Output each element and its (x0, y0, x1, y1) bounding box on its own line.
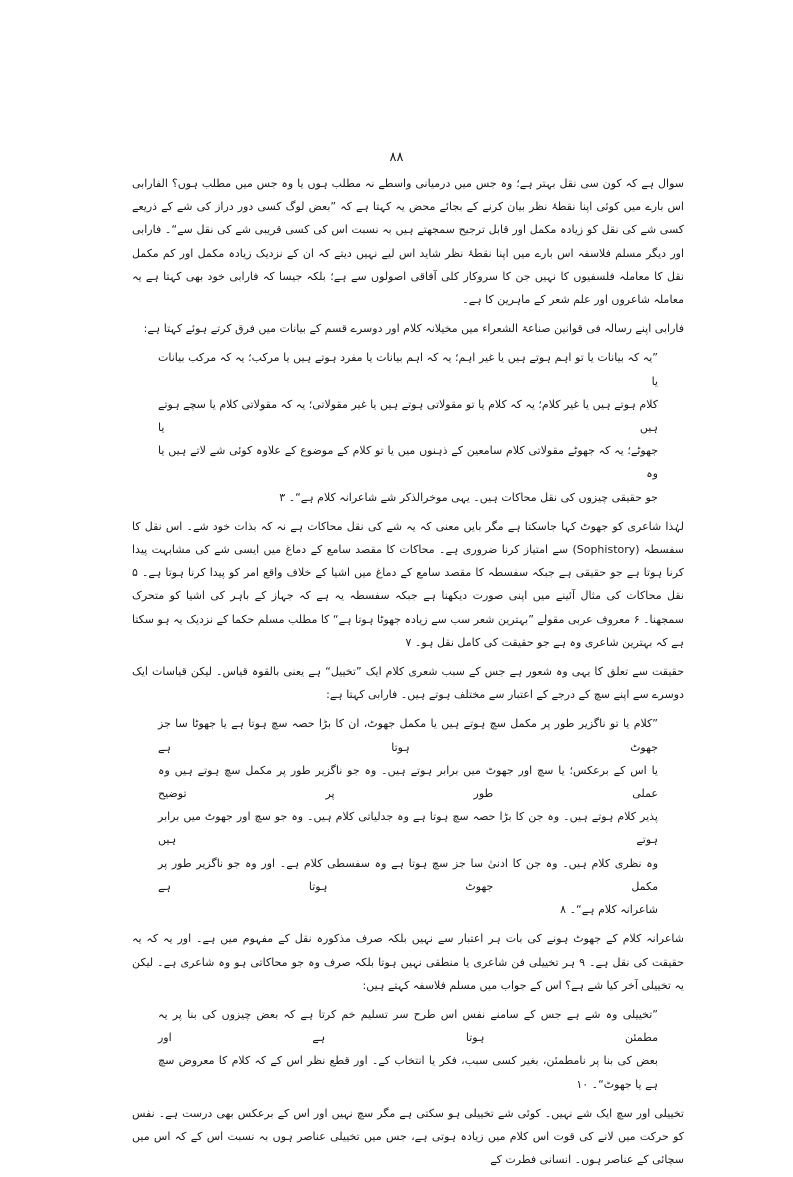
paragraph-1: سوال ہے کہ کون سی نقل بہتر ہے؛ وہ جس میں درمیانی واسطے نہ مطلب ہوں یا وہ جس میں مطلب ہوں؟ الفارابی اس بارے میں کوئی اپنا نقطۂ نظر بیان کرنے کے بجائے محض یہ کہتا ہے کہ ”بعض لوگ کسی دور دراز کی شے کے ذریعے کسی شے کی نقل کو زیادہ مکمل اور قابل ترجیح سمجھتے ہیں بہ نسبت اس کی کسی قریبی شے کی نقل سے“۔ فارابی اور دیگر مسلم فلاسفہ اس بارے میں اپنا نقطۂ نظر شاید اس لیے نہیں دیتے کہ ان کے نزدیک زیادہ مکمل اور کم مکمل نقل کا معاملہ فلسفیوں کا نہیں جن کا سروکار کلی آفاقی اصولوں سے ہے؛ بلکہ جیسا کہ فارابی خود بھی کہتا ہے یہ معاملہ شاعروں اور علم شعر کے ماہرین کا ہے۔ (132, 177, 684, 307)
quote-line: پذیر کلام ہوتے ہیں۔ وہ جن کا بڑا حصہ سچ ہوتا ہے وہ جدلیاتی کلام ہیں۔ وہ جو سچ اور جھوٹ میں برابر ہوتے ہیں (158, 810, 658, 847)
quote-line: ”تخییلی وہ شے ہے جس کے سامنے نفس اس طرح سر تسلیم خم کرتا ہے کہ بعض چیزوں کی بنا پر یہ مطمئن ہوتا ہے اور (158, 1007, 658, 1045)
quote-line: ”کلام یا تو ناگزیر طور پر مکمل سچ ہوتے ہیں یا مکمل جھوٹ، ان کا بڑا حصہ سچ ہوتا ہے یا جھوٹا سا جز جھوٹ ہوتا ہے (158, 717, 658, 754)
paragraph-4: حقیقت سے تعلق کا یہی وہ شعور ہے جس کے سبب شعری کلام ایک ”تخییل“ ہے یعنی بالقوہ قیاس۔ لیکن قیاسات ایک دوسرے سے اپنے سچ کے درجے کے اعتبار سے مختلف ہوتے ہیں۔ فارابی کہتا ہے: (132, 665, 684, 702)
quote-line: یا اس کے برعکس؛ یا سچ اور جھوٹ میں برابر ہوتے ہیں۔ وہ جو ناگزیر طور پر مکمل سچ ہوتے ہیں وہ عملی طور پر توضیح (158, 763, 658, 801)
paragraph-5: شاعرانہ کلام کے جھوٹ ہونے کی بات ہر اعتبار سے نہیں بلکہ صرف مذکورہ نقل کے مفہوم میں ہے۔ اور یہ کہ یہ حقیقت کی نقل ہے۔ ۹ ہر تخییلی فن شاعری یا منطقی نہیں ہوتا بلکہ صرف وہ جو محاکاتی ہو وہ شاعری ہے۔ لیکن یہ تخییلی آخر کیا شے ہے؟ اس کے جواب میں مسلم فلاسفہ کہتے ہیں: (132, 932, 685, 992)
quote-line: جھوٹے؛ یہ کہ جھوٹے مقولاتی کلام سامعین کے ذہنوں میں یا تو کلام کے موضوع کے علاوہ کوئی شے لاتے ہیں یا وہ (158, 444, 658, 481)
quote-line: جو حقیقی چیزوں کی نقل محاکات ہیں۔ یہی موخرالذکر شے شاعرانہ کلام ہے“۔ ۳ (279, 490, 658, 504)
page-number: ۸۸ (389, 150, 404, 165)
quote-line: ”یہ کہ بیانات یا تو اہم ہوتے ہیں یا غیر اہم؛ یہ کہ اہم بیانات یا مفرد ہوتے ہیں یا مرکب؛ یہ کہ مرکب بیانات یا (158, 351, 658, 388)
block-quote-2 (158, 712, 658, 921)
paragraph-2: فارابی اپنے رسالہ فی قوانین صناعۃ الشعراء میں مخیلانہ کلام اور دوسرے قسم کے بیانات میں فرق کرتے ہوئے کہتا ہے: (143, 322, 684, 336)
block-quote-3 (158, 1003, 658, 1096)
quote-line: وہ نظری کلام ہیں۔ وہ جن کا ادنیٰ سا جز سچ ہوتا ہے وہ سفسطی کلام ہے۔ اور وہ جو ناگزیر طور پر مکمل جھوٹ ہوتا ہے (158, 856, 658, 893)
page-body (132, 172, 684, 1177)
quote-line: شاعرانہ کلام ہے“۔ ۸ (560, 903, 658, 917)
paragraph-3: لہٰذا شاعری کو جھوٹ کہا جاسکتا ہے مگر بایں معنی کہ یہ شے کی نقل محاکات ہے نہ کہ بذات خود شے۔ اس نقل کا سفسطہ (Sophistory) سے امتیاز کرنا ضروری ہے۔ محاکات کا مقصد سامع کے دماغ میں ایسی شے کی مشابہت پیدا کرنا ہوتا ہے جو حقیقی ہے جبکہ سفسطہ کا مقصد سامع کے دماغ میں اشیا کے خلاف واقع امر کو پیدا کرنا ہوتا ہے۔ ۵ نقل محاکات کی مثال آئینے میں اپنی صورت دیکھنا ہے جبکہ سفسطہ یہ ہے کہ جہاز کے باہر کی اشیا کو متحرک سمجھنا۔ ۶ معروف عربی مقولے ”بہترین شعر سب سے زیادہ جھوٹا ہوتا ہے“ کا مطلب مسلم حکما کے نزدیک یہ ہو سکتا ہے کہ بہترین شاعری وہ ہے جو حقیقت کی کامل نقل ہو۔ ۷ (132, 519, 684, 649)
quote-line: بعض کی بنا پر نامطمئن، بغیر کسی سبب، فکر یا انتخاب کے۔ اور قطع نظر اس کے کہ کلام کا معروض سچ ہے یا جھوٹ“۔ ۱۰ (158, 1054, 658, 1091)
quote-line: کلام ہوتے ہیں یا غیر کلام؛ یہ کہ کلام یا تو مقولاتی ہوتے ہیں یا غیر مقولاتی؛ یہ کہ مقولاتی کلام یا سچے ہوتے ہیں یا (158, 397, 658, 435)
block-quote-1 (158, 346, 658, 508)
paragraph-6: تخییلی اور سچ ایک شے نہیں۔ کوئی شے تخییلی ہو سکتی ہے مگر سچ نہیں اور اس کے برعکس بھی درست ہے۔ نفس کو حرکت میں لانے کی قوت اس کلام میں زیادہ ہوتی ہے، جس میں تخییلی عناصر ہوں بہ نسبت اس کے کہ اس میں سچائی کے عناصر ہوں۔ انسانی فطرت کے (132, 1106, 684, 1167)
